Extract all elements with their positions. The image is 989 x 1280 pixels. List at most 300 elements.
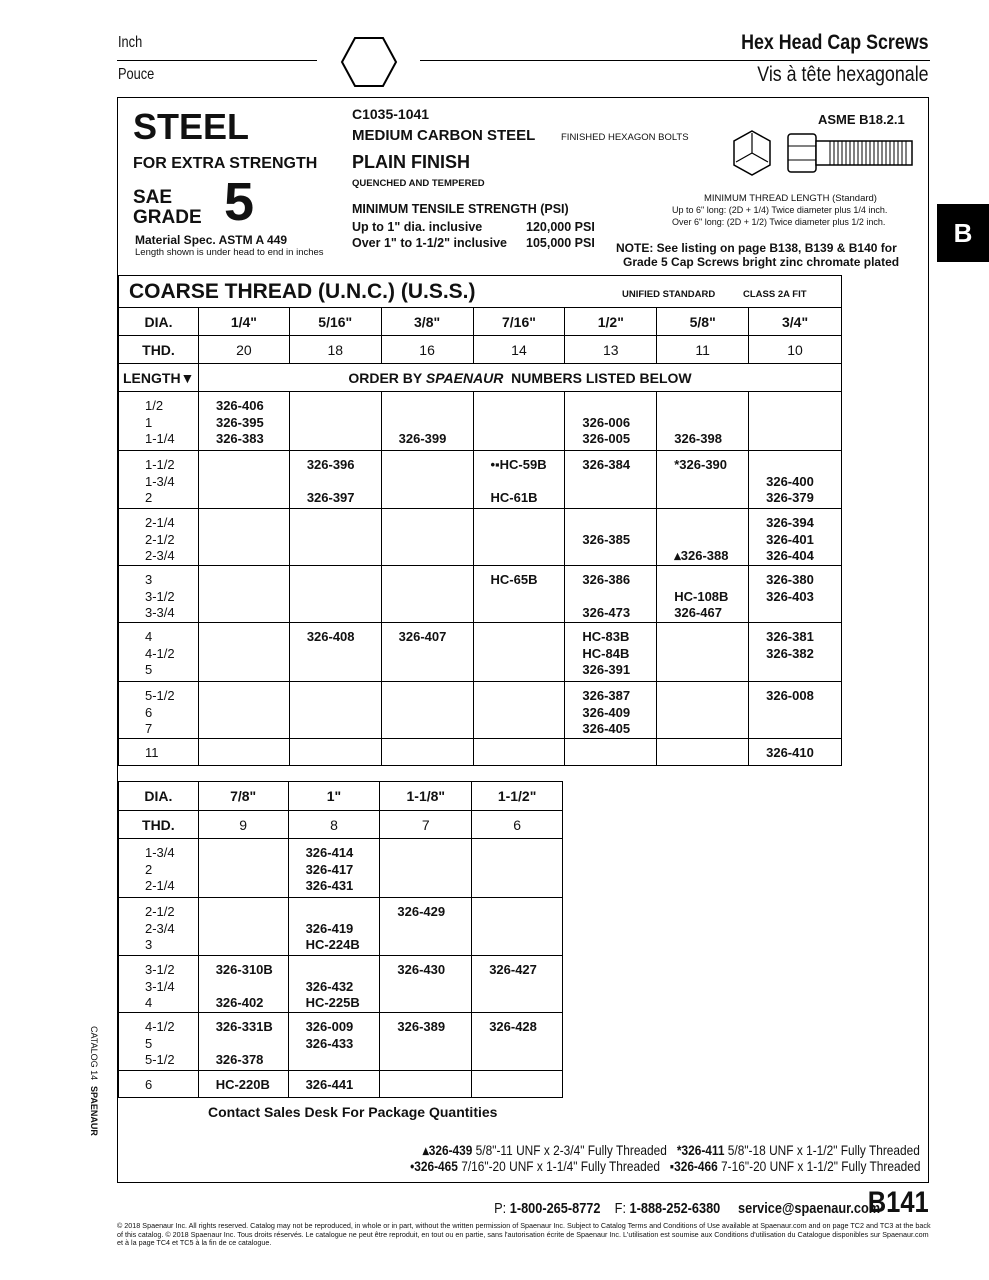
part-number[interactable]: 326-398 — [674, 431, 722, 446]
part-number — [307, 431, 381, 448]
part-number[interactable]: 326-433 — [305, 1035, 354, 1051]
part-number[interactable]: HC-108B — [674, 588, 729, 604]
length-value: 2-1/2 — [145, 531, 175, 547]
part-number[interactable]: 326-399 — [398, 431, 447, 446]
part-number[interactable]: 326-431 — [305, 878, 354, 893]
length-value: 2-1/2 — [145, 904, 175, 919]
part-cell — [198, 623, 289, 682]
footnote-code: ▴326-439 — [422, 1142, 473, 1158]
length-cell — [119, 451, 199, 509]
bolt-type: FINISHED HEXAGON BOLTS — [561, 132, 689, 143]
length-value: 3-1/2 — [145, 962, 175, 977]
part-number — [399, 398, 473, 415]
dia-label: DIA. — [119, 782, 199, 811]
part-number — [674, 688, 748, 705]
part-number — [491, 605, 565, 622]
part-number — [766, 431, 841, 448]
length-value: 4-1/2 — [145, 1019, 175, 1034]
part-number[interactable]: 326-410 — [766, 744, 814, 760]
part-number — [489, 904, 562, 921]
unit-fr: Pouce — [118, 66, 155, 83]
length-value: 3 — [145, 937, 153, 952]
part-cell — [657, 566, 749, 623]
order-brand: SPAENAUR — [425, 369, 504, 386]
part-cell — [565, 451, 657, 509]
part-number — [582, 474, 656, 491]
part-number — [216, 490, 289, 507]
dia-cell: 3/8" — [381, 308, 473, 336]
length-value: 6 — [145, 1077, 153, 1092]
part-cell — [473, 566, 565, 623]
length-value: 5-1/2 — [145, 688, 175, 703]
length-value: 3-1/2 — [145, 588, 175, 604]
part-number[interactable]: 326-383 — [215, 431, 264, 446]
part-number[interactable]: 326-310B — [215, 962, 273, 977]
part-number[interactable]: 326-467 — [674, 605, 722, 620]
part-number — [399, 490, 473, 507]
part-number[interactable]: 326-008 — [766, 688, 814, 703]
part-number[interactable]: 326-395 — [215, 414, 264, 430]
length-group-row — [119, 682, 842, 739]
part-cell — [289, 623, 381, 682]
footnote-row-1 — [423, 1142, 920, 1159]
order-prefix: ORDER BY — [348, 369, 426, 386]
part-number — [397, 995, 471, 1012]
part-cell — [198, 956, 288, 1013]
thd-cell: 10 — [749, 336, 842, 364]
part-number — [766, 605, 841, 622]
part-number — [306, 962, 380, 979]
part-number[interactable]: 326-006 — [582, 414, 631, 430]
part-cell — [198, 738, 289, 765]
part-cell — [749, 509, 842, 566]
sae-label: SAE — [133, 187, 173, 208]
side-brand: SPAENAUR — [89, 1086, 99, 1136]
footnote-code: ▪326-466 — [669, 1158, 718, 1174]
part-cell — [565, 623, 657, 682]
footnote-desc: 5/8"-11 UNF x 2-3/4" Fully Threaded — [472, 1142, 668, 1158]
part-number[interactable]: 326-403 — [766, 588, 814, 604]
length-value: 4-1/2 — [145, 645, 175, 661]
length-value: 1-1/2 — [145, 457, 175, 472]
header-rule-right — [420, 60, 930, 61]
part-cell — [198, 392, 289, 451]
part-number — [216, 457, 289, 474]
part-number — [491, 646, 565, 663]
part-number — [674, 474, 748, 491]
part-cell — [381, 392, 473, 451]
part-number[interactable]: 326-406 — [215, 398, 264, 413]
length-label: LENGTH▼ — [119, 364, 199, 392]
part-number[interactable]: 326-404 — [766, 548, 814, 563]
part-cell — [288, 1013, 380, 1071]
part-number — [491, 431, 565, 448]
part-number — [216, 662, 289, 679]
dia-row-2 — [119, 782, 563, 811]
part-number — [307, 398, 381, 415]
part-number — [216, 845, 288, 862]
part-number — [306, 904, 380, 921]
email-link[interactable]: service@spaenaur.com — [737, 1200, 880, 1217]
part-number — [397, 979, 471, 996]
part-number — [216, 548, 289, 565]
part-cell — [380, 1071, 472, 1098]
fax-label: F: — [614, 1200, 626, 1217]
part-number — [216, 862, 288, 879]
part-number — [397, 878, 471, 895]
part-number[interactable]: 326-378 — [215, 1052, 264, 1067]
part-cell — [198, 509, 289, 566]
part-number — [397, 1052, 471, 1069]
header-rule-left — [117, 60, 317, 61]
length-cell — [119, 956, 199, 1013]
part-cell — [472, 839, 563, 898]
part-number — [399, 572, 473, 589]
part-number[interactable]: 326-397 — [306, 490, 355, 505]
part-number — [216, 688, 289, 705]
length-group-row — [119, 839, 563, 898]
part-number[interactable]: 326-427 — [489, 962, 537, 977]
part-number[interactable]: 326-414 — [305, 845, 354, 860]
length-value: 2-1/4 — [145, 515, 175, 530]
part-number — [216, 589, 289, 606]
part-cell — [473, 623, 565, 682]
part-number[interactable]: 326-417 — [305, 861, 354, 877]
part-number — [216, 572, 289, 589]
part-number — [674, 745, 748, 762]
part-number[interactable]: 326-473 — [582, 605, 631, 620]
length-cell — [119, 682, 199, 739]
part-number — [216, 646, 289, 663]
part-number — [397, 862, 471, 879]
part-number[interactable]: 326-005 — [582, 431, 631, 446]
part-cell — [565, 738, 657, 765]
coarse-thread-table — [118, 275, 842, 766]
thread-length-row-1: Up to 6" long: (2D + 1/4) Twice diameter plus 1/4 inch. — [672, 205, 888, 215]
part-number[interactable]: 326-407 — [398, 629, 447, 644]
part-number — [674, 721, 748, 738]
part-number[interactable]: 326-401 — [766, 531, 814, 547]
side-catalog: CATALOG 14 — [89, 1026, 99, 1081]
part-number — [399, 646, 473, 663]
part-number — [399, 662, 473, 679]
part-cell — [749, 566, 842, 623]
part-number[interactable]: 326-402 — [215, 995, 264, 1010]
part-number — [674, 398, 748, 415]
part-number — [397, 937, 471, 954]
length-group-row — [119, 1071, 563, 1098]
length-cell — [119, 898, 199, 956]
part-number — [307, 515, 381, 532]
part-number — [307, 688, 381, 705]
part-number — [307, 572, 381, 589]
length-group-row — [119, 738, 842, 765]
part-number[interactable]: 326-009 — [305, 1019, 354, 1034]
part-number[interactable]: 326-384 — [582, 457, 631, 472]
part-cell — [473, 451, 565, 509]
part-cell — [749, 392, 842, 451]
legal-text: © 2018 Spaenaur Inc. All rights reserved. Catalog may not be reproduced, in whole or in part, without the written permission of Spaenaur Inc. Subject to Catalog Terms and Conditions of Use available at Spaenaur.com and on page TC2 and TC3 at the back of this catalog. © 2018 Spaenaur Inc. Tous droits réservés. Le catalogue ne peut être reproduit, en tout ou en partie, sans l'autorisation écrite de Spaenaur Inc. L'utilisation est soumise aux Conditions d'utilisation du Catalogue disponibles sur Spaenaur.com et à la page TC4 et TC5 à la fin de ce catalogue. — [117, 1221, 931, 1247]
part-number[interactable]: HC-61B — [490, 490, 538, 505]
part-number — [397, 845, 471, 862]
part-cell — [472, 956, 563, 1013]
part-number[interactable]: 326-387 — [582, 688, 631, 703]
part-cell — [657, 623, 749, 682]
part-number[interactable]: 326-381 — [766, 629, 814, 644]
dia-cell: 1-1/8" — [380, 782, 472, 811]
footnote-code: •326-465 — [409, 1158, 458, 1174]
part-number[interactable]: 326-380 — [766, 572, 814, 587]
part-number[interactable]: HC-224B — [305, 937, 360, 952]
length-value: 2-3/4 — [145, 548, 175, 563]
part-number — [582, 398, 656, 415]
part-number — [582, 515, 656, 532]
part-number[interactable]: 326-386 — [582, 572, 631, 587]
part-number — [766, 721, 841, 738]
part-number — [489, 1036, 562, 1053]
length-value: 2 — [145, 490, 153, 505]
page-number: B141 — [868, 1186, 929, 1219]
part-number — [491, 415, 565, 432]
part-number[interactable]: 326-331B — [215, 1019, 273, 1034]
part-number[interactable]: 326-400 — [766, 473, 814, 489]
footnote-desc: 7/16"-20 UNF x 1-1/4" Fully Threaded — [457, 1158, 660, 1174]
part-number[interactable]: 326-430 — [397, 962, 446, 977]
part-number — [216, 515, 289, 532]
part-number[interactable]: HC-84B — [582, 645, 630, 661]
part-number — [399, 688, 473, 705]
part-number — [397, 921, 471, 938]
part-number — [489, 995, 562, 1012]
tensile-value-1: 120,000 PSI — [526, 220, 595, 234]
thd-cell: 20 — [198, 336, 289, 364]
part-number — [491, 398, 565, 415]
part-cell — [473, 392, 565, 451]
part-number[interactable]: 326-391 — [582, 662, 631, 677]
part-number — [582, 490, 656, 507]
part-cell — [380, 956, 472, 1013]
part-number[interactable]: •▪HC-59B — [490, 457, 547, 472]
part-number — [216, 937, 288, 954]
dia-cell: 7/8" — [198, 782, 288, 811]
part-cell — [198, 682, 289, 739]
note-line-1: NOTE: See listing on page B138, B139 & B140 for — [616, 241, 897, 255]
part-number — [489, 862, 562, 879]
part-number — [399, 589, 473, 606]
part-number[interactable]: HC-225B — [305, 995, 360, 1010]
steel-code: C1035-1041 — [352, 106, 430, 122]
thread-length-title: MINIMUM THREAD LENGTH (Standard) — [704, 193, 877, 204]
part-number[interactable]: 326-385 — [582, 531, 631, 547]
thd-cell: 18 — [289, 336, 381, 364]
part-number — [399, 605, 473, 622]
part-number — [582, 589, 656, 606]
part-cell — [749, 738, 842, 765]
thd-cell: 7 — [380, 811, 472, 839]
part-number — [307, 474, 381, 491]
part-cell — [288, 839, 380, 898]
footnote-desc: 5/8"-18 UNF x 1-1/2" Fully Threaded — [724, 1142, 920, 1158]
thd-cell: 14 — [473, 336, 565, 364]
part-number — [307, 646, 381, 663]
length-value: 1 — [145, 414, 153, 430]
length-value: 2-3/4 — [145, 920, 175, 936]
part-number — [766, 398, 841, 415]
part-cell — [657, 738, 749, 765]
part-cell — [289, 392, 381, 451]
part-number — [766, 662, 841, 679]
length-group-row — [119, 956, 563, 1013]
part-cell — [749, 682, 842, 739]
section-tab: B — [937, 204, 989, 262]
length-group-row — [119, 392, 842, 451]
part-number — [399, 474, 473, 491]
unit-en: Inch — [118, 34, 143, 51]
part-number — [582, 745, 656, 762]
part-cell — [565, 682, 657, 739]
part-number[interactable]: 326-394 — [766, 515, 814, 530]
thd-cell: 11 — [657, 336, 749, 364]
part-number[interactable]: 326-396 — [306, 457, 355, 472]
part-cell — [198, 451, 289, 509]
part-number — [491, 589, 565, 606]
part-number[interactable]: 326-428 — [489, 1019, 537, 1034]
length-value: 11 — [145, 744, 159, 760]
part-cell — [473, 682, 565, 739]
length-cell — [119, 623, 199, 682]
part-number — [491, 745, 565, 762]
dia-label: DIA. — [119, 308, 199, 336]
length-value: 2 — [145, 861, 153, 877]
part-cell — [289, 509, 381, 566]
part-number — [216, 878, 288, 895]
footnote-code: *326-411 — [676, 1142, 725, 1158]
part-number — [216, 532, 289, 549]
length-value: 6 — [145, 704, 153, 720]
part-cell — [289, 738, 381, 765]
grade-value: 5 — [224, 172, 255, 232]
thd-cell: 8 — [288, 811, 380, 839]
unified-standard: UNIFIED STANDARD — [622, 289, 716, 300]
part-number — [674, 415, 748, 432]
part-cell — [380, 1013, 472, 1071]
finish: PLAIN FINISH — [352, 152, 471, 172]
part-number[interactable]: 326-432 — [305, 978, 354, 994]
length-value: 1-1/4 — [145, 431, 175, 446]
length-value: 5-1/2 — [145, 1052, 175, 1067]
part-cell — [565, 509, 657, 566]
part-number[interactable]: 326-382 — [766, 645, 814, 661]
table-title: COARSE THREAD (U.N.C.) (U.S.S.) — [129, 279, 476, 303]
part-number[interactable]: HC-220B — [215, 1077, 270, 1092]
order-suffix: NUMBERS LISTED BELOW — [503, 369, 692, 386]
length-value: 3-1/4 — [145, 978, 175, 994]
part-number — [674, 646, 748, 663]
part-number — [399, 415, 473, 432]
part-number — [674, 532, 748, 549]
dia-cell: 1/4" — [198, 308, 289, 336]
fax-number[interactable]: 1-888-252-6380 — [629, 1200, 721, 1217]
length-value: 5 — [145, 1035, 153, 1051]
order-row — [119, 364, 842, 392]
part-number — [489, 979, 562, 996]
part-number — [307, 745, 381, 762]
part-cell — [288, 956, 380, 1013]
length-cell — [119, 738, 199, 765]
part-number — [491, 532, 565, 549]
phone-number[interactable]: 1-800-265-8772 — [509, 1200, 601, 1217]
part-cell — [198, 898, 288, 956]
part-number — [766, 705, 841, 722]
length-value: 4 — [145, 629, 153, 644]
thd-cell: 9 — [198, 811, 288, 839]
part-number[interactable]: HC-65B — [490, 572, 538, 587]
part-number — [397, 1036, 471, 1053]
title-en: Hex Head Cap Screws — [741, 31, 929, 54]
part-number — [674, 629, 748, 646]
part-number — [216, 474, 289, 491]
part-number — [491, 705, 565, 722]
part-number — [399, 532, 473, 549]
part-number — [491, 721, 565, 738]
part-number — [216, 921, 288, 938]
order-instructions — [198, 364, 841, 392]
part-number[interactable]: 326-379 — [766, 490, 814, 505]
part-cell — [657, 451, 749, 509]
length-value: 3 — [145, 572, 153, 587]
part-number[interactable]: 326-441 — [305, 1077, 354, 1092]
part-number — [489, 921, 562, 938]
part-number — [489, 878, 562, 895]
part-number[interactable]: 326-408 — [306, 629, 355, 644]
part-number — [307, 548, 381, 565]
length-value: 7 — [145, 721, 153, 736]
part-number[interactable]: 326-409 — [582, 704, 631, 720]
thd-label: THD. — [119, 336, 199, 364]
part-number[interactable]: *326-390 — [674, 457, 728, 472]
material-spec: Material Spec. ASTM A 449 — [135, 233, 288, 247]
part-number — [491, 662, 565, 679]
dia-cell: 3/4" — [749, 308, 842, 336]
part-cell — [289, 451, 381, 509]
part-number — [216, 705, 289, 722]
part-number — [307, 589, 381, 606]
part-cell — [749, 451, 842, 509]
dia-cell: 1-1/2" — [472, 782, 563, 811]
contact-bar — [494, 1200, 880, 1217]
part-cell — [657, 392, 749, 451]
part-number — [307, 605, 381, 622]
part-number[interactable]: 326-405 — [582, 721, 631, 736]
dia-row — [119, 308, 842, 336]
part-cell — [198, 1013, 288, 1071]
part-number — [674, 490, 748, 507]
part-number[interactable]: ▴326-388 — [674, 548, 729, 563]
part-number[interactable]: 326-429 — [397, 904, 446, 919]
footnote-desc: 7-16"-20 UNF x 1-1/2" Fully Threaded — [717, 1158, 920, 1174]
part-cell — [657, 682, 749, 739]
part-cell — [381, 566, 473, 623]
part-number — [674, 572, 748, 589]
part-cell — [749, 623, 842, 682]
part-number[interactable]: 326-419 — [305, 920, 354, 936]
length-value: 1-3/4 — [145, 473, 175, 489]
part-cell — [473, 738, 565, 765]
part-number[interactable]: HC-83B — [582, 629, 630, 644]
part-cell — [473, 509, 565, 566]
part-number[interactable]: 326-389 — [397, 1019, 446, 1034]
thd-cell: 16 — [381, 336, 473, 364]
